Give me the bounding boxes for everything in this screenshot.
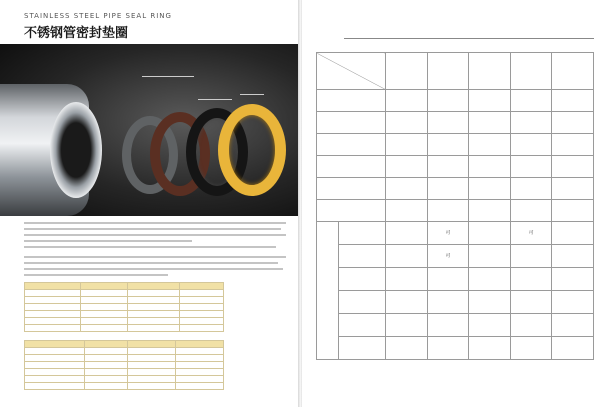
text-line (24, 228, 281, 230)
table-cell (469, 112, 511, 134)
label-leader-line (240, 94, 264, 95)
table-cell (552, 156, 594, 178)
table-cell (427, 156, 469, 178)
text-line (24, 262, 278, 264)
table-cell (180, 297, 224, 304)
table-cell (180, 304, 224, 311)
table-cell (510, 245, 552, 268)
table-cell (469, 222, 511, 245)
right-page (302, 0, 600, 407)
table-cell (552, 178, 594, 200)
table-cell (552, 337, 594, 360)
table-cell (80, 304, 128, 311)
table-cell (386, 337, 428, 360)
table-cell (128, 304, 180, 311)
seal-spec-table (24, 282, 224, 332)
row-header (317, 200, 386, 222)
table-cell (510, 178, 552, 200)
table-cell (25, 348, 85, 355)
table-cell (128, 311, 180, 318)
table-cell (128, 318, 180, 325)
text-line (24, 240, 192, 242)
brand-english-header: STAINLESS STEEL PIPE SEAL RING (24, 12, 172, 20)
table-cell (552, 200, 594, 222)
table-cell (84, 341, 128, 348)
table-cell (80, 311, 128, 318)
column-header (469, 53, 511, 90)
table-cell (386, 268, 428, 291)
table-row (25, 283, 224, 290)
table-cell: 可 (427, 222, 469, 245)
table-cell (180, 311, 224, 318)
table-cell (84, 376, 128, 383)
table-cell (552, 245, 594, 268)
table-cell (25, 362, 85, 369)
table-cell (510, 112, 552, 134)
table-cell (128, 369, 176, 376)
table-cell (386, 178, 428, 200)
table-cell (552, 90, 594, 112)
table-cell (386, 200, 428, 222)
table-row (25, 369, 224, 376)
table-cell (386, 134, 428, 156)
label-leader-line (142, 76, 194, 77)
column-header (386, 53, 428, 90)
table-cell (427, 90, 469, 112)
seal-material-table (24, 340, 224, 390)
table-cell (25, 355, 85, 362)
table-row (317, 268, 594, 291)
table-cell (25, 297, 81, 304)
table-row (25, 362, 224, 369)
table-cell (80, 297, 128, 304)
column-header (427, 53, 469, 90)
table-row (25, 304, 224, 311)
table-cell (25, 318, 81, 325)
table-cell (25, 283, 81, 290)
table-cell (128, 355, 176, 362)
table-cell (25, 376, 85, 383)
table-row (317, 112, 594, 134)
table-cell (386, 314, 428, 337)
table-cell (180, 318, 224, 325)
table-cell (25, 341, 85, 348)
row-header (317, 134, 386, 156)
table-cell (128, 297, 180, 304)
left-page (0, 0, 298, 407)
table-cell (176, 341, 224, 348)
table-cell (128, 290, 180, 297)
table-cell (510, 134, 552, 156)
intro-paragraph (24, 222, 286, 252)
table-cell (469, 314, 511, 337)
row-header (317, 178, 386, 200)
table-cell (180, 290, 224, 297)
text-line (24, 274, 168, 276)
table-cell (176, 355, 224, 362)
table-cell: 可 (510, 222, 552, 245)
table-cell (128, 362, 176, 369)
table-cell (84, 355, 128, 362)
table-row (25, 325, 224, 332)
table-cell (25, 290, 81, 297)
table-cell (176, 362, 224, 369)
table-cell (25, 304, 81, 311)
table-cell (128, 283, 180, 290)
table-cell (386, 291, 428, 314)
table-cell (469, 268, 511, 291)
row-header (339, 337, 386, 360)
table-cell (510, 314, 552, 337)
table-cell (386, 112, 428, 134)
text-line (24, 234, 286, 236)
table-cell (469, 200, 511, 222)
table-cell (176, 376, 224, 383)
table-cell (25, 383, 85, 390)
table-cell: 可 (427, 245, 469, 268)
table-cell (80, 325, 128, 332)
row-header (339, 291, 386, 314)
table-cell (176, 383, 224, 390)
table-cell (469, 178, 511, 200)
pipe-opening (50, 102, 102, 198)
text-line (24, 246, 276, 248)
table-cell (128, 348, 176, 355)
table-cell (84, 369, 128, 376)
table-row (317, 156, 594, 178)
table-cell (427, 178, 469, 200)
table-row (317, 337, 594, 360)
row-group-label (317, 222, 339, 360)
table-cell (469, 90, 511, 112)
table-cell (510, 291, 552, 314)
table-cell (510, 268, 552, 291)
table-cell (427, 314, 469, 337)
table-cell (469, 245, 511, 268)
table-cell (176, 369, 224, 376)
table-row (25, 341, 224, 348)
table-cell (427, 337, 469, 360)
table-cell (386, 90, 428, 112)
seal-ring-photo (0, 44, 298, 216)
table-cell (386, 156, 428, 178)
table-row (25, 290, 224, 297)
table-cell (552, 134, 594, 156)
table-cell (510, 337, 552, 360)
row-header (339, 314, 386, 337)
table-row (25, 383, 224, 390)
table-row (25, 318, 224, 325)
table-cell (128, 341, 176, 348)
table-cell (176, 348, 224, 355)
row-header (317, 112, 386, 134)
text-line (24, 268, 283, 270)
table-cell (128, 383, 176, 390)
yellow-seal-ring (218, 104, 286, 196)
table-row (25, 348, 224, 355)
table-cell (510, 156, 552, 178)
table-header-row (317, 53, 594, 90)
row-header (339, 222, 386, 245)
table-cell (386, 222, 428, 245)
table-row (25, 297, 224, 304)
table-row (317, 200, 594, 222)
table-row (317, 134, 594, 156)
table-row (25, 376, 224, 383)
text-line (24, 256, 286, 258)
table-cell (469, 337, 511, 360)
table-cell (25, 311, 81, 318)
table-cell (128, 325, 180, 332)
table-cell (427, 134, 469, 156)
table-cell (80, 290, 128, 297)
table-row (317, 90, 594, 112)
table-row (317, 222, 594, 245)
table-cell (552, 291, 594, 314)
table-cell (552, 222, 594, 245)
table-cell (180, 283, 224, 290)
table-cell (128, 376, 176, 383)
table-corner-header (317, 53, 386, 90)
usage-paragraph (24, 256, 286, 280)
label-leader-line (198, 99, 232, 100)
row-header (317, 156, 386, 178)
table-cell (469, 156, 511, 178)
column-header (552, 53, 594, 90)
table-cell (84, 348, 128, 355)
row-header (339, 268, 386, 291)
text-line (24, 222, 286, 224)
table-cell (80, 283, 128, 290)
table-cell (427, 112, 469, 134)
table-cell (386, 245, 428, 268)
table-cell (427, 291, 469, 314)
table-cell (469, 291, 511, 314)
table-cell (552, 268, 594, 291)
table-cell (427, 200, 469, 222)
table-cell (84, 362, 128, 369)
table-row (25, 355, 224, 362)
table-cell (25, 369, 85, 376)
table-row (317, 245, 594, 268)
material-comparison-table (316, 52, 594, 360)
row-header (339, 245, 386, 268)
table-cell (552, 314, 594, 337)
row-header (317, 90, 386, 112)
column-header (510, 53, 552, 90)
table-cell (552, 112, 594, 134)
title-divider (344, 38, 594, 39)
table-cell (180, 325, 224, 332)
table-row (317, 314, 594, 337)
table-cell (469, 134, 511, 156)
table-row (317, 291, 594, 314)
table-cell (510, 90, 552, 112)
table-cell (84, 383, 128, 390)
page-title: 不锈钢管密封垫圈 (24, 26, 129, 41)
table-cell (80, 318, 128, 325)
table-row (317, 178, 594, 200)
table-cell (25, 325, 81, 332)
table-cell (427, 268, 469, 291)
table-cell (510, 200, 552, 222)
table-row (25, 311, 224, 318)
